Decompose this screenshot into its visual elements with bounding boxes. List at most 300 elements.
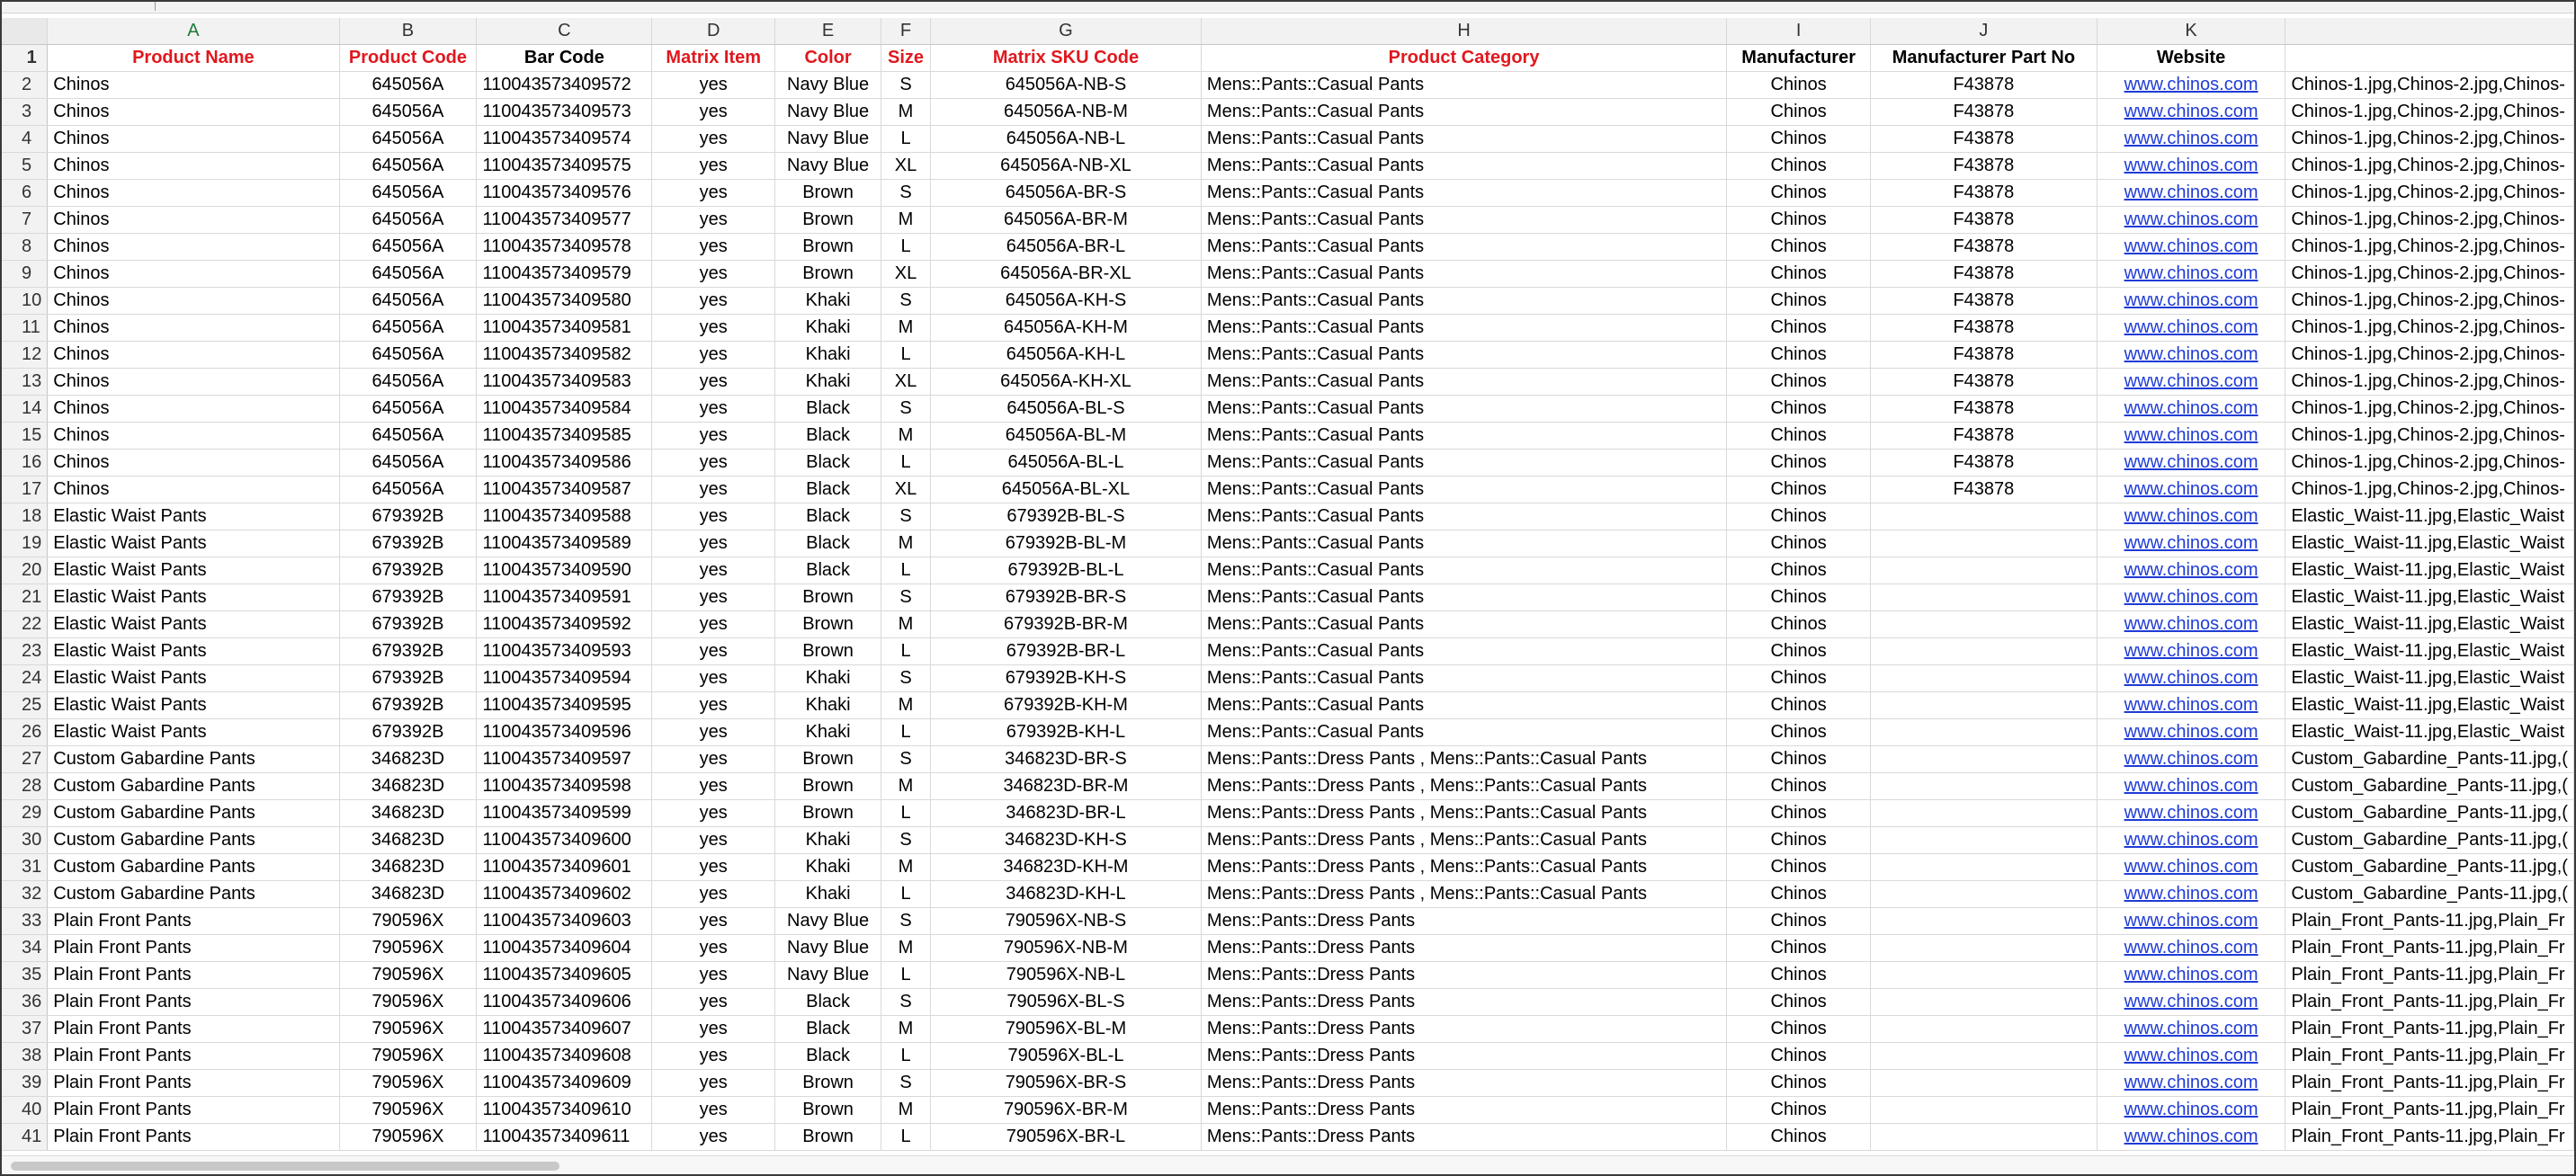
cell-size[interactable]: L: [881, 800, 931, 827]
cell-manufacturer[interactable]: Chinos: [1727, 962, 1871, 989]
cell-product-code[interactable]: 790596X: [339, 989, 477, 1016]
cell-website[interactable]: [2097, 423, 2285, 450]
cell-matrix-item[interactable]: yes: [652, 342, 775, 369]
cell-color[interactable]: Navy Blue: [775, 126, 881, 153]
cell-color[interactable]: Navy Blue: [775, 935, 881, 962]
row-number[interactable]: 16: [2, 450, 48, 477]
cell-matrix-sku[interactable]: 346823D-KH-S: [930, 827, 1201, 854]
website-link[interactable]: www.chinos.com: [2124, 1073, 2258, 1092]
cell-bar-code[interactable]: 110043573409588: [477, 503, 652, 530]
column-header-h[interactable]: H: [1201, 18, 1726, 45]
cell-manufacturer-part-no[interactable]: F43878: [1871, 423, 2097, 450]
cell-matrix-item[interactable]: yes: [652, 530, 775, 557]
cell-bar-code[interactable]: 110043573409587: [477, 477, 652, 503]
cell-images[interactable]: Chinos-1.jpg,Chinos-2.jpg,Chinos-: [2285, 342, 2574, 369]
cell-website[interactable]: [2097, 989, 2285, 1016]
cell-bar-code[interactable]: 110043573409607: [477, 1016, 652, 1043]
row-number[interactable]: 27: [2, 746, 48, 773]
cell-matrix-sku[interactable]: 645056A-KH-XL: [930, 369, 1201, 396]
cell-matrix-sku[interactable]: 645056A-NB-XL: [930, 153, 1201, 180]
website-link[interactable]: www.chinos.com: [2124, 452, 2258, 472]
cell-product-name[interactable]: Plain Front Pants: [48, 1097, 339, 1124]
cell-manufacturer[interactable]: Chinos: [1727, 1124, 1871, 1151]
header-cell[interactable]: Color: [775, 45, 881, 72]
row-number[interactable]: 8: [2, 234, 48, 261]
cell-manufacturer-part-no[interactable]: [1871, 827, 2097, 854]
cell-color[interactable]: Black: [775, 1016, 881, 1043]
cell-product-name[interactable]: Chinos: [48, 369, 339, 396]
cell-color[interactable]: Navy Blue: [775, 72, 881, 99]
cell-size[interactable]: M: [881, 854, 931, 881]
cell-matrix-sku[interactable]: 790596X-BR-M: [930, 1097, 1201, 1124]
cell-product-code[interactable]: 346823D: [339, 773, 477, 800]
cell-size[interactable]: S: [881, 288, 931, 315]
cell-manufacturer-part-no[interactable]: [1871, 854, 2097, 881]
cell-manufacturer[interactable]: Chinos: [1727, 854, 1871, 881]
cell-manufacturer-part-no[interactable]: [1871, 962, 2097, 989]
cell-manufacturer-part-no[interactable]: [1871, 989, 2097, 1016]
cell-manufacturer-part-no[interactable]: F43878: [1871, 153, 2097, 180]
cell-size[interactable]: L: [881, 450, 931, 477]
cell-color[interactable]: Navy Blue: [775, 908, 881, 935]
column-header-e[interactable]: E: [775, 18, 881, 45]
cell-product-name[interactable]: Plain Front Pants: [48, 1016, 339, 1043]
cell-website[interactable]: [2097, 180, 2285, 207]
cell-images[interactable]: Custom_Gabardine_Pants-11.jpg,(: [2285, 800, 2574, 827]
cell-product-category[interactable]: Mens::Pants::Casual Pants: [1201, 180, 1726, 207]
cell-manufacturer-part-no[interactable]: [1871, 719, 2097, 746]
row-number[interactable]: 3: [2, 99, 48, 126]
cell-color[interactable]: Brown: [775, 800, 881, 827]
website-link[interactable]: www.chinos.com: [2124, 884, 2258, 904]
cell-product-category[interactable]: Mens::Pants::Dress Pants , Mens::Pants::Casual Pants: [1201, 881, 1726, 908]
cell-website[interactable]: [2097, 530, 2285, 557]
cell-matrix-sku[interactable]: 679392B-KH-L: [930, 719, 1201, 746]
cell-color[interactable]: Brown: [775, 207, 881, 234]
cell-manufacturer[interactable]: Chinos: [1727, 1097, 1871, 1124]
cell-website[interactable]: [2097, 935, 2285, 962]
cell-product-code[interactable]: 679392B: [339, 692, 477, 719]
cell-product-code[interactable]: 790596X: [339, 1016, 477, 1043]
cell-matrix-sku[interactable]: 679392B-KH-S: [930, 665, 1201, 692]
cell-matrix-sku[interactable]: 679392B-BR-L: [930, 638, 1201, 665]
cell-product-code[interactable]: 346823D: [339, 827, 477, 854]
cell-product-category[interactable]: Mens::Pants::Casual Pants: [1201, 530, 1726, 557]
cell-images[interactable]: Elastic_Waist-11.jpg,Elastic_Waist: [2285, 584, 2574, 611]
cell-matrix-sku[interactable]: 790596X-BL-S: [930, 989, 1201, 1016]
cell-color[interactable]: Khaki: [775, 315, 881, 342]
cell-manufacturer[interactable]: Chinos: [1727, 773, 1871, 800]
cell-product-name[interactable]: Chinos: [48, 342, 339, 369]
row-number[interactable]: 38: [2, 1043, 48, 1070]
row-number[interactable]: 31: [2, 854, 48, 881]
cell-matrix-item[interactable]: yes: [652, 423, 775, 450]
cell-manufacturer-part-no[interactable]: [1871, 746, 2097, 773]
cell-product-category[interactable]: Mens::Pants::Dress Pants: [1201, 1070, 1726, 1097]
cell-bar-code[interactable]: 110043573409601: [477, 854, 652, 881]
cell-color[interactable]: Black: [775, 503, 881, 530]
cell-product-name[interactable]: Chinos: [48, 261, 339, 288]
cell-matrix-item[interactable]: yes: [652, 800, 775, 827]
cell-product-code[interactable]: 346823D: [339, 800, 477, 827]
cell-product-name[interactable]: Chinos: [48, 396, 339, 423]
cell-color[interactable]: Khaki: [775, 665, 881, 692]
cell-color[interactable]: Brown: [775, 234, 881, 261]
cell-product-category[interactable]: Mens::Pants::Casual Pants: [1201, 342, 1726, 369]
cell-manufacturer[interactable]: Chinos: [1727, 584, 1871, 611]
cell-matrix-item[interactable]: yes: [652, 1097, 775, 1124]
cell-manufacturer[interactable]: Chinos: [1727, 450, 1871, 477]
cell-product-name[interactable]: Chinos: [48, 180, 339, 207]
cell-manufacturer[interactable]: Chinos: [1727, 1070, 1871, 1097]
cell-manufacturer[interactable]: Chinos: [1727, 288, 1871, 315]
website-link[interactable]: www.chinos.com: [2124, 209, 2258, 229]
cell-size[interactable]: S: [881, 827, 931, 854]
row-number[interactable]: 4: [2, 126, 48, 153]
cell-matrix-sku[interactable]: 679392B-BL-L: [930, 557, 1201, 584]
cell-product-name[interactable]: Chinos: [48, 153, 339, 180]
cell-product-name[interactable]: Chinos: [48, 423, 339, 450]
cell-images[interactable]: Plain_Front_Pants-11.jpg,Plain_Fr: [2285, 935, 2574, 962]
website-link[interactable]: www.chinos.com: [2124, 236, 2258, 256]
cell-size[interactable]: S: [881, 746, 931, 773]
cell-matrix-sku[interactable]: 645056A-BL-XL: [930, 477, 1201, 503]
cell-product-code[interactable]: 679392B: [339, 719, 477, 746]
website-link[interactable]: www.chinos.com: [2124, 695, 2258, 715]
cell-manufacturer-part-no[interactable]: [1871, 692, 2097, 719]
cell-size[interactable]: XL: [881, 261, 931, 288]
cell-website[interactable]: [2097, 99, 2285, 126]
cell-images[interactable]: Custom_Gabardine_Pants-11.jpg,(: [2285, 827, 2574, 854]
cell-images[interactable]: Custom_Gabardine_Pants-11.jpg,(: [2285, 881, 2574, 908]
cell-product-code[interactable]: 679392B: [339, 557, 477, 584]
cell-product-category[interactable]: Mens::Pants::Casual Pants: [1201, 315, 1726, 342]
row-number[interactable]: 14: [2, 396, 48, 423]
cell-product-name[interactable]: Elastic Waist Pants: [48, 719, 339, 746]
website-link[interactable]: www.chinos.com: [2124, 425, 2258, 445]
cell-manufacturer[interactable]: Chinos: [1727, 638, 1871, 665]
header-cell[interactable]: Matrix Item: [652, 45, 775, 72]
cell-color[interactable]: Khaki: [775, 288, 881, 315]
column-header-a[interactable]: A: [48, 18, 339, 45]
column-header-g[interactable]: G: [930, 18, 1201, 45]
cell-bar-code[interactable]: 110043573409604: [477, 935, 652, 962]
cell-bar-code[interactable]: 110043573409574: [477, 126, 652, 153]
cell-bar-code[interactable]: 110043573409575: [477, 153, 652, 180]
cell-images[interactable]: Chinos-1.jpg,Chinos-2.jpg,Chinos-: [2285, 153, 2574, 180]
cell-images[interactable]: Elastic_Waist-11.jpg,Elastic_Waist: [2285, 611, 2574, 638]
cell-website[interactable]: [2097, 557, 2285, 584]
row-number[interactable]: 7: [2, 207, 48, 234]
column-header-k[interactable]: K: [2097, 18, 2285, 45]
cell-images[interactable]: Plain_Front_Pants-11.jpg,Plain_Fr: [2285, 1097, 2574, 1124]
cell-size[interactable]: S: [881, 1070, 931, 1097]
cell-manufacturer[interactable]: Chinos: [1727, 881, 1871, 908]
cell-images[interactable]: Plain_Front_Pants-11.jpg,Plain_Fr: [2285, 1070, 2574, 1097]
cell-product-category[interactable]: Mens::Pants::Casual Pants: [1201, 261, 1726, 288]
cell-product-code[interactable]: 645056A: [339, 315, 477, 342]
column-header-i[interactable]: I: [1727, 18, 1871, 45]
cell-product-name[interactable]: Elastic Waist Pants: [48, 503, 339, 530]
cell-product-code[interactable]: 645056A: [339, 288, 477, 315]
website-link[interactable]: www.chinos.com: [2124, 560, 2258, 580]
cell-matrix-item[interactable]: yes: [652, 396, 775, 423]
cell-matrix-item[interactable]: yes: [652, 126, 775, 153]
cell-product-code[interactable]: 679392B: [339, 665, 477, 692]
cell-product-category[interactable]: Mens::Pants::Casual Pants: [1201, 99, 1726, 126]
cell-product-code[interactable]: 645056A: [339, 126, 477, 153]
cell-images[interactable]: Chinos-1.jpg,Chinos-2.jpg,Chinos-: [2285, 369, 2574, 396]
cell-images[interactable]: Elastic_Waist-11.jpg,Elastic_Waist: [2285, 692, 2574, 719]
cell-product-code[interactable]: 645056A: [339, 423, 477, 450]
cell-images[interactable]: Chinos-1.jpg,Chinos-2.jpg,Chinos-: [2285, 423, 2574, 450]
cell-product-name[interactable]: Chinos: [48, 126, 339, 153]
cell-matrix-sku[interactable]: 679392B-BR-M: [930, 611, 1201, 638]
cell-manufacturer[interactable]: Chinos: [1727, 530, 1871, 557]
cell-matrix-item[interactable]: yes: [652, 719, 775, 746]
cell-product-code[interactable]: 790596X: [339, 908, 477, 935]
cell-images[interactable]: Elastic_Waist-11.jpg,Elastic_Waist: [2285, 665, 2574, 692]
cell-bar-code[interactable]: 110043573409599: [477, 800, 652, 827]
cell-color[interactable]: Navy Blue: [775, 99, 881, 126]
cell-product-name[interactable]: Custom Gabardine Pants: [48, 854, 339, 881]
cell-website[interactable]: [2097, 692, 2285, 719]
cell-product-code[interactable]: 346823D: [339, 854, 477, 881]
cell-matrix-item[interactable]: yes: [652, 1070, 775, 1097]
cell-product-code[interactable]: 346823D: [339, 881, 477, 908]
cell-images[interactable]: Plain_Front_Pants-11.jpg,Plain_Fr: [2285, 1124, 2574, 1151]
cell-images[interactable]: Elastic_Waist-11.jpg,Elastic_Waist: [2285, 530, 2574, 557]
cell-product-code[interactable]: 790596X: [339, 1124, 477, 1151]
cell-product-name[interactable]: Elastic Waist Pants: [48, 557, 339, 584]
cell-matrix-item[interactable]: yes: [652, 153, 775, 180]
cell-website[interactable]: [2097, 638, 2285, 665]
cell-manufacturer[interactable]: Chinos: [1727, 396, 1871, 423]
cell-product-category[interactable]: Mens::Pants::Dress Pants: [1201, 989, 1726, 1016]
row-number[interactable]: 13: [2, 369, 48, 396]
cell-manufacturer[interactable]: Chinos: [1727, 234, 1871, 261]
cell-bar-code[interactable]: 110043573409602: [477, 881, 652, 908]
cell-manufacturer[interactable]: Chinos: [1727, 315, 1871, 342]
cell-matrix-item[interactable]: yes: [652, 611, 775, 638]
cell-color[interactable]: Black: [775, 1043, 881, 1070]
row-number[interactable]: 41: [2, 1124, 48, 1151]
cell-product-category[interactable]: Mens::Pants::Casual Pants: [1201, 477, 1726, 503]
cell-product-code[interactable]: 645056A: [339, 396, 477, 423]
cell-color[interactable]: Black: [775, 557, 881, 584]
cell-color[interactable]: Khaki: [775, 342, 881, 369]
cell-website[interactable]: [2097, 153, 2285, 180]
cell-manufacturer[interactable]: Chinos: [1727, 719, 1871, 746]
cell-product-code[interactable]: 645056A: [339, 153, 477, 180]
cell-matrix-sku[interactable]: 645056A-BL-L: [930, 450, 1201, 477]
website-link[interactable]: www.chinos.com: [2124, 1019, 2258, 1038]
cell-manufacturer-part-no[interactable]: F43878: [1871, 207, 2097, 234]
website-link[interactable]: www.chinos.com: [2124, 129, 2258, 148]
cell-product-code[interactable]: 790596X: [339, 935, 477, 962]
cell-bar-code[interactable]: 110043573409605: [477, 962, 652, 989]
cell-size[interactable]: M: [881, 611, 931, 638]
cell-images[interactable]: Elastic_Waist-11.jpg,Elastic_Waist: [2285, 503, 2574, 530]
cell-product-category[interactable]: Mens::Pants::Casual Pants: [1201, 423, 1726, 450]
cell-product-name[interactable]: Plain Front Pants: [48, 989, 339, 1016]
cell-website[interactable]: [2097, 665, 2285, 692]
cell-product-category[interactable]: Mens::Pants::Casual Pants: [1201, 369, 1726, 396]
website-link[interactable]: www.chinos.com: [2124, 668, 2258, 688]
cell-manufacturer[interactable]: Chinos: [1727, 72, 1871, 99]
cell-product-category[interactable]: Mens::Pants::Casual Pants: [1201, 665, 1726, 692]
cell-product-name[interactable]: Chinos: [48, 450, 339, 477]
cell-product-name[interactable]: Chinos: [48, 207, 339, 234]
cell-bar-code[interactable]: 110043573409610: [477, 1097, 652, 1124]
select-all-corner[interactable]: [2, 18, 48, 45]
cell-manufacturer[interactable]: Chinos: [1727, 503, 1871, 530]
cell-color[interactable]: Brown: [775, 584, 881, 611]
website-link[interactable]: www.chinos.com: [2124, 1046, 2258, 1065]
cell-size[interactable]: XL: [881, 153, 931, 180]
cell-manufacturer-part-no[interactable]: F43878: [1871, 369, 2097, 396]
cell-matrix-sku[interactable]: 645056A-KH-M: [930, 315, 1201, 342]
row-number[interactable]: 9: [2, 261, 48, 288]
cell-size[interactable]: M: [881, 692, 931, 719]
cell-matrix-item[interactable]: yes: [652, 1124, 775, 1151]
row-number[interactable]: 25: [2, 692, 48, 719]
cell-website[interactable]: [2097, 369, 2285, 396]
cell-product-category[interactable]: Mens::Pants::Casual Pants: [1201, 611, 1726, 638]
header-cell[interactable]: Matrix SKU Code: [930, 45, 1201, 72]
column-header-j[interactable]: J: [1871, 18, 2097, 45]
cell-matrix-item[interactable]: yes: [652, 557, 775, 584]
website-link[interactable]: www.chinos.com: [2124, 911, 2258, 931]
cell-website[interactable]: [2097, 584, 2285, 611]
cell-matrix-sku[interactable]: 679392B-BR-S: [930, 584, 1201, 611]
cell-size[interactable]: M: [881, 773, 931, 800]
cell-matrix-sku[interactable]: 346823D-BR-S: [930, 746, 1201, 773]
cell-bar-code[interactable]: 110043573409589: [477, 530, 652, 557]
website-link[interactable]: www.chinos.com: [2124, 857, 2258, 877]
cell-product-name[interactable]: Plain Front Pants: [48, 1043, 339, 1070]
website-link[interactable]: www.chinos.com: [2124, 263, 2258, 283]
row-number[interactable]: 24: [2, 665, 48, 692]
cell-bar-code[interactable]: 110043573409597: [477, 746, 652, 773]
cell-size[interactable]: L: [881, 342, 931, 369]
cell-bar-code[interactable]: 110043573409572: [477, 72, 652, 99]
cell-manufacturer[interactable]: Chinos: [1727, 369, 1871, 396]
cell-manufacturer-part-no[interactable]: [1871, 773, 2097, 800]
website-link[interactable]: www.chinos.com: [2124, 830, 2258, 850]
row-number[interactable]: 30: [2, 827, 48, 854]
cell-manufacturer[interactable]: Chinos: [1727, 180, 1871, 207]
website-link[interactable]: www.chinos.com: [2124, 533, 2258, 553]
cell-manufacturer[interactable]: Chinos: [1727, 423, 1871, 450]
cell-website[interactable]: [2097, 396, 2285, 423]
website-link[interactable]: www.chinos.com: [2124, 183, 2258, 202]
cell-matrix-item[interactable]: yes: [652, 692, 775, 719]
cell-product-code[interactable]: 645056A: [339, 207, 477, 234]
cell-images[interactable]: Plain_Front_Pants-11.jpg,Plain_Fr: [2285, 1016, 2574, 1043]
cell-color[interactable]: Khaki: [775, 881, 881, 908]
cell-product-category[interactable]: Mens::Pants::Dress Pants: [1201, 908, 1726, 935]
cell-color[interactable]: Black: [775, 423, 881, 450]
row-number[interactable]: 39: [2, 1070, 48, 1097]
cell-manufacturer-part-no[interactable]: [1871, 665, 2097, 692]
cell-matrix-item[interactable]: yes: [652, 773, 775, 800]
cell-manufacturer[interactable]: Chinos: [1727, 477, 1871, 503]
cell-product-category[interactable]: Mens::Pants::Casual Pants: [1201, 126, 1726, 153]
cell-product-category[interactable]: Mens::Pants::Casual Pants: [1201, 234, 1726, 261]
cell-manufacturer-part-no[interactable]: [1871, 638, 2097, 665]
cell-size[interactable]: M: [881, 423, 931, 450]
row-number[interactable]: 19: [2, 530, 48, 557]
cell-bar-code[interactable]: 110043573409576: [477, 180, 652, 207]
website-link[interactable]: www.chinos.com: [2124, 803, 2258, 823]
cell-product-code[interactable]: 645056A: [339, 72, 477, 99]
cell-product-name[interactable]: Chinos: [48, 234, 339, 261]
cell-website[interactable]: [2097, 450, 2285, 477]
cell-images[interactable]: Chinos-1.jpg,Chinos-2.jpg,Chinos-: [2285, 261, 2574, 288]
cell-manufacturer-part-no[interactable]: F43878: [1871, 315, 2097, 342]
cell-matrix-sku[interactable]: 679392B-BL-M: [930, 530, 1201, 557]
cell-product-category[interactable]: Mens::Pants::Casual Pants: [1201, 450, 1726, 477]
cell-bar-code[interactable]: 110043573409583: [477, 369, 652, 396]
row-number[interactable]: 40: [2, 1097, 48, 1124]
cell-images[interactable]: Chinos-1.jpg,Chinos-2.jpg,Chinos-: [2285, 234, 2574, 261]
cell-product-category[interactable]: Mens::Pants::Dress Pants: [1201, 962, 1726, 989]
cell-size[interactable]: M: [881, 1097, 931, 1124]
cell-website[interactable]: [2097, 126, 2285, 153]
cell-images[interactable]: Chinos-1.jpg,Chinos-2.jpg,Chinos-: [2285, 180, 2574, 207]
cell-website[interactable]: [2097, 827, 2285, 854]
row-number[interactable]: 32: [2, 881, 48, 908]
cell-matrix-item[interactable]: yes: [652, 638, 775, 665]
row-number[interactable]: 15: [2, 423, 48, 450]
cell-matrix-sku[interactable]: 790596X-BL-L: [930, 1043, 1201, 1070]
cell-size[interactable]: L: [881, 126, 931, 153]
cell-size[interactable]: L: [881, 1124, 931, 1151]
cell-matrix-sku[interactable]: 790596X-NB-S: [930, 908, 1201, 935]
cell-manufacturer[interactable]: Chinos: [1727, 342, 1871, 369]
row-number[interactable]: 35: [2, 962, 48, 989]
cell-manufacturer-part-no[interactable]: [1871, 881, 2097, 908]
cell-product-category[interactable]: Mens::Pants::Casual Pants: [1201, 396, 1726, 423]
column-header-d[interactable]: D: [652, 18, 775, 45]
cell-color[interactable]: Black: [775, 477, 881, 503]
row-number[interactable]: 37: [2, 1016, 48, 1043]
website-link[interactable]: www.chinos.com: [2124, 290, 2258, 310]
cell-matrix-sku[interactable]: 645056A-NB-M: [930, 99, 1201, 126]
website-link[interactable]: www.chinos.com: [2124, 1127, 2258, 1146]
cell-size[interactable]: XL: [881, 477, 931, 503]
cell-manufacturer-part-no[interactable]: F43878: [1871, 261, 2097, 288]
cell-manufacturer-part-no[interactable]: F43878: [1871, 342, 2097, 369]
cell-product-category[interactable]: Mens::Pants::Casual Pants: [1201, 72, 1726, 99]
cell-website[interactable]: [2097, 72, 2285, 99]
cell-matrix-item[interactable]: yes: [652, 854, 775, 881]
cell-matrix-sku[interactable]: 790596X-NB-M: [930, 935, 1201, 962]
cell-bar-code[interactable]: 110043573409603: [477, 908, 652, 935]
cell-bar-code[interactable]: 110043573409584: [477, 396, 652, 423]
website-link[interactable]: www.chinos.com: [2124, 344, 2258, 364]
cell-product-name[interactable]: Custom Gabardine Pants: [48, 827, 339, 854]
cell-product-name[interactable]: Chinos: [48, 288, 339, 315]
cell-color[interactable]: Brown: [775, 180, 881, 207]
cell-manufacturer-part-no[interactable]: F43878: [1871, 288, 2097, 315]
row-number[interactable]: 11: [2, 315, 48, 342]
cell-website[interactable]: [2097, 773, 2285, 800]
cell-manufacturer[interactable]: Chinos: [1727, 746, 1871, 773]
cell-matrix-item[interactable]: yes: [652, 450, 775, 477]
cell-manufacturer-part-no[interactable]: F43878: [1871, 180, 2097, 207]
